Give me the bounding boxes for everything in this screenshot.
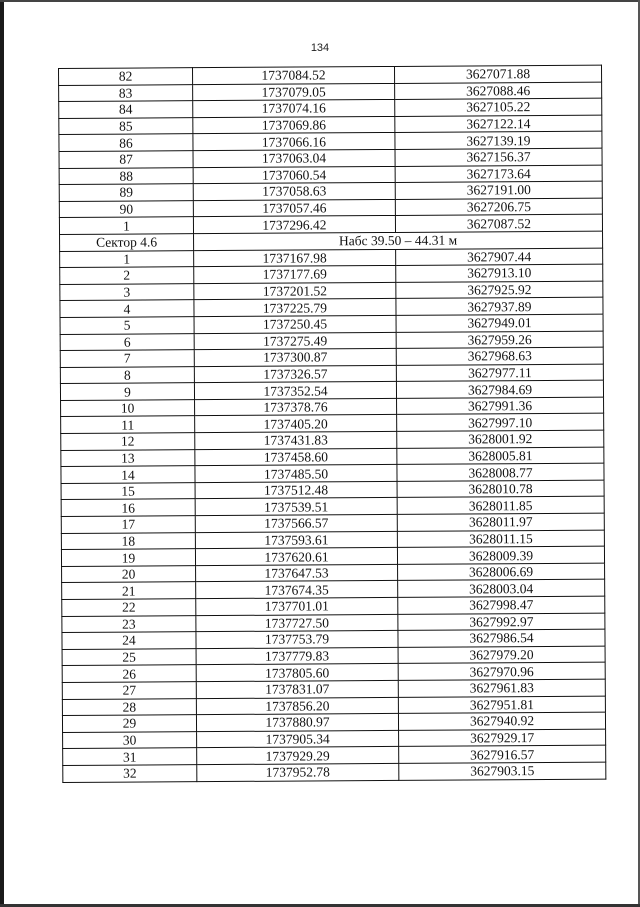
y-coordinate: 3627087.52 xyxy=(395,215,602,233)
x-coordinate: 1737201.52 xyxy=(194,282,396,300)
x-coordinate: 1737225.79 xyxy=(194,299,396,317)
x-coordinate: 1737057.46 xyxy=(193,199,395,217)
y-coordinate: 3627992.97 xyxy=(398,613,605,631)
coordinates-table-body xyxy=(59,65,606,782)
y-coordinate: 3627925.92 xyxy=(396,281,603,299)
y-coordinate: 3628009.39 xyxy=(397,546,604,564)
point-number: 12 xyxy=(61,433,195,450)
y-coordinate: 3627961.83 xyxy=(398,679,605,697)
point-number: 9 xyxy=(60,383,194,400)
point-number: 8 xyxy=(60,366,194,383)
x-coordinate: 1737079.05 xyxy=(193,83,395,101)
y-coordinate: 3627139.19 xyxy=(395,132,602,150)
point-number: 32 xyxy=(63,765,197,782)
x-coordinate: 1737647.53 xyxy=(196,564,398,582)
point-number: 7 xyxy=(60,350,194,367)
y-coordinate: 3627071.88 xyxy=(394,65,601,83)
x-coordinate: 1737905.34 xyxy=(197,730,399,748)
x-coordinate: 1737593.61 xyxy=(195,531,397,549)
x-coordinate: 1737084.52 xyxy=(193,66,395,84)
y-coordinate: 3627903.15 xyxy=(399,762,606,780)
x-coordinate: 1737074.16 xyxy=(193,100,395,118)
y-coordinate: 3627998.47 xyxy=(398,596,605,614)
y-coordinate: 3628011.85 xyxy=(397,497,604,515)
point-number: 5 xyxy=(60,317,194,334)
point-number: 29 xyxy=(62,715,196,732)
x-coordinate: 1737352.54 xyxy=(194,382,396,400)
y-coordinate: 3627940.92 xyxy=(398,712,605,730)
point-number: 31 xyxy=(63,748,197,765)
point-number: 26 xyxy=(62,665,196,682)
x-coordinate: 1737701.01 xyxy=(196,597,398,615)
point-number: 14 xyxy=(61,466,195,483)
point-number: 88 xyxy=(59,167,193,184)
y-coordinate: 3627206.75 xyxy=(395,198,602,216)
scan-edge-top xyxy=(0,0,640,2)
x-coordinate: 1737058.63 xyxy=(193,183,395,201)
y-coordinate: 3627977.11 xyxy=(396,364,603,382)
scan-edge-left xyxy=(0,0,4,907)
point-number: 18 xyxy=(61,532,195,549)
point-number: 21 xyxy=(62,582,196,599)
x-coordinate: 1737458.60 xyxy=(195,448,397,466)
point-number: 4 xyxy=(60,300,194,317)
y-coordinate: 3627088.46 xyxy=(395,82,602,100)
y-coordinate: 3627970.96 xyxy=(398,663,605,681)
x-coordinate: 1737405.20 xyxy=(195,415,397,433)
y-coordinate: 3628003.04 xyxy=(398,580,605,598)
point-number: 86 xyxy=(59,134,193,151)
y-coordinate: 3627156.37 xyxy=(395,148,602,166)
y-coordinate: 3628006.69 xyxy=(398,563,605,581)
y-coordinate: 3628011.15 xyxy=(397,530,604,548)
x-coordinate: 1737485.50 xyxy=(195,465,397,483)
y-coordinate: 3627173.64 xyxy=(395,165,602,183)
x-coordinate: 1737753.79 xyxy=(196,631,398,649)
x-coordinate: 1737250.45 xyxy=(194,315,396,333)
point-number: 84 xyxy=(59,101,193,118)
y-coordinate: 3627916.57 xyxy=(399,746,606,764)
point-number: 11 xyxy=(61,416,195,433)
y-coordinate: 3627913.10 xyxy=(396,264,603,282)
point-number: 27 xyxy=(62,682,196,699)
x-coordinate: 1737512.48 xyxy=(195,481,397,499)
y-coordinate: 3627959.26 xyxy=(396,331,603,349)
x-coordinate: 1737069.86 xyxy=(193,116,395,134)
x-coordinate: 1737167.98 xyxy=(194,249,396,267)
point-number: 22 xyxy=(62,599,196,616)
x-coordinate: 1737880.97 xyxy=(196,714,398,732)
point-number: 90 xyxy=(59,200,193,217)
point-number: 6 xyxy=(60,333,194,350)
x-coordinate: 1737326.57 xyxy=(194,365,396,383)
y-coordinate: 3628001.92 xyxy=(397,430,604,448)
x-coordinate: 1737378.76 xyxy=(195,398,397,416)
x-coordinate: 1737856.20 xyxy=(196,697,398,715)
y-coordinate: 3627937.89 xyxy=(396,297,603,315)
point-number: 20 xyxy=(62,565,196,582)
point-number: 1 xyxy=(59,217,193,234)
page-number: 134 xyxy=(310,42,330,54)
y-coordinate: 3628008.77 xyxy=(397,463,604,481)
point-number: 87 xyxy=(59,151,193,168)
x-coordinate: 1737620.61 xyxy=(195,548,397,566)
y-coordinate: 3627191.00 xyxy=(395,181,602,199)
point-number: 17 xyxy=(61,516,195,533)
height-range: Набс 39.50 – 44.31 м xyxy=(194,231,603,250)
point-number: 16 xyxy=(61,499,195,516)
point-number: 2 xyxy=(60,267,194,284)
coordinates-table xyxy=(58,65,606,783)
point-number: 82 xyxy=(59,68,193,85)
sector-label: Сектор 4.6 xyxy=(60,234,194,251)
x-coordinate: 1737066.16 xyxy=(193,133,395,151)
point-number: 85 xyxy=(59,117,193,134)
x-coordinate: 1737539.51 xyxy=(195,498,397,516)
x-coordinate: 1737300.87 xyxy=(194,349,396,367)
x-coordinate: 1737060.54 xyxy=(193,166,395,184)
point-number: 19 xyxy=(61,549,195,566)
point-number: 1 xyxy=(60,250,194,267)
x-coordinate: 1737727.50 xyxy=(196,614,398,632)
x-coordinate: 1737929.29 xyxy=(197,747,399,765)
x-coordinate: 1737431.83 xyxy=(195,432,397,450)
y-coordinate: 3628005.81 xyxy=(397,447,604,465)
point-number: 30 xyxy=(63,731,197,748)
y-coordinate: 3627979.20 xyxy=(398,646,605,664)
y-coordinate: 3627986.54 xyxy=(398,629,605,647)
y-coordinate: 3627991.36 xyxy=(397,397,604,415)
point-number: 10 xyxy=(61,400,195,417)
x-coordinate: 1737779.83 xyxy=(196,647,398,665)
x-coordinate: 1737952.78 xyxy=(197,763,399,781)
y-coordinate: 3627122.14 xyxy=(395,115,602,133)
x-coordinate: 1737275.49 xyxy=(194,332,396,350)
x-coordinate: 1737296.42 xyxy=(193,216,395,234)
point-number: 83 xyxy=(59,84,193,101)
point-number: 23 xyxy=(62,615,196,632)
y-coordinate: 3627997.10 xyxy=(397,414,604,432)
y-coordinate: 3627951.81 xyxy=(398,696,605,714)
x-coordinate: 1737566.57 xyxy=(195,514,397,532)
x-coordinate: 1737805.60 xyxy=(196,664,398,682)
point-number: 3 xyxy=(60,283,194,300)
x-coordinate: 1737831.07 xyxy=(196,680,398,698)
point-number: 25 xyxy=(62,648,196,665)
point-number: 13 xyxy=(61,449,195,466)
y-coordinate: 3627968.63 xyxy=(396,347,603,365)
x-coordinate: 1737177.69 xyxy=(194,266,396,284)
point-number: 89 xyxy=(59,184,193,201)
y-coordinate: 3628010.78 xyxy=(397,480,604,498)
y-coordinate: 3628011.97 xyxy=(397,513,604,531)
table-row xyxy=(63,762,606,782)
point-number: 15 xyxy=(61,483,195,500)
y-coordinate: 3627984.69 xyxy=(396,380,603,398)
x-coordinate: 1737674.35 xyxy=(196,581,398,599)
y-coordinate: 3627929.17 xyxy=(399,729,606,747)
y-coordinate: 3627105.22 xyxy=(395,98,602,116)
y-coordinate: 3627907.44 xyxy=(396,248,603,266)
point-number: 24 xyxy=(62,632,196,649)
x-coordinate: 1737063.04 xyxy=(193,149,395,167)
point-number: 28 xyxy=(62,698,196,715)
y-coordinate: 3627949.01 xyxy=(396,314,603,332)
